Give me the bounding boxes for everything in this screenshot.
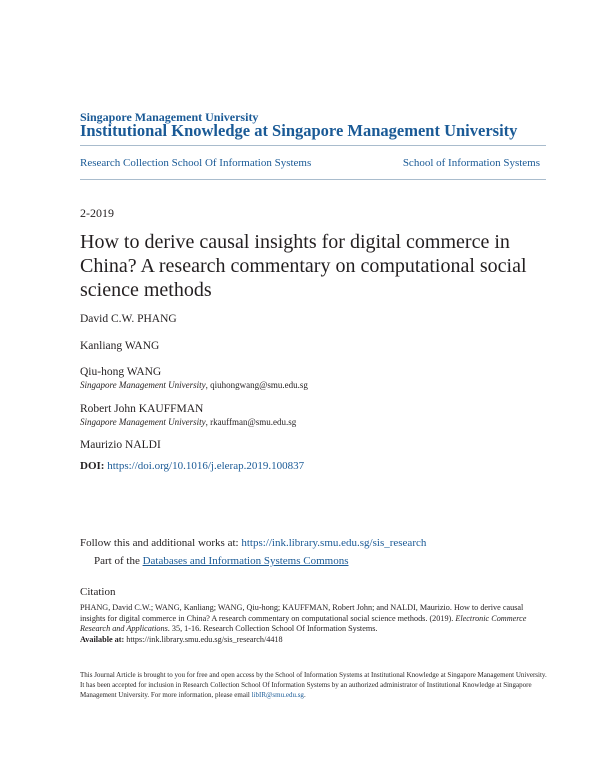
divider-top [80, 145, 546, 146]
follow-line [80, 537, 426, 549]
follow-prefix: Follow this and additional works at: [80, 537, 242, 549]
author-email: , qiuhongwang@smu.edu.sg [205, 380, 308, 390]
divider-bottom [80, 179, 546, 180]
citation-plain: PHANG, David C.W.; WANG, Kanliang; WANG, Qiu-hong; KAUFFMAN, Robert John; and NALDI, Maurizio. How to derive causal insights for digital commerce in China? A research commentary on computational social science methods. (2019). [80, 603, 524, 623]
notice-text: This Journal Article is brought to you for free and open access by the School of Information Systems at Institutional Knowledge at Singapore Management University. It has been accepted for inclusion in Research Collection School Of Information Systems by an authorized administrator of Institutional Knowledge at Singapore Management University. For more information, please email [80, 671, 547, 700]
citation-heading: Citation [80, 586, 116, 598]
follow-link[interactable]: https://ink.library.smu.edu.sg/sis_research [241, 537, 427, 549]
citation-text [80, 603, 550, 645]
available-url[interactable]: https://ink.library.smu.edu.sg/sis_research/4418 [124, 634, 283, 644]
citation-after: . 35, 1-16. Research Collection School Of Information Systems. [167, 624, 378, 634]
affiliation-name: Singapore Management University [80, 417, 206, 427]
author-name: Kanliang WANG [80, 340, 160, 352]
available-label: Available at: [80, 634, 125, 644]
university-name[interactable]: Singapore Management University [80, 110, 259, 124]
doi-line [80, 460, 304, 472]
author-name: David C.W. PHANG [80, 313, 177, 325]
author-name: Maurizio NALDI [80, 439, 161, 451]
article-title: How to derive causal insights for digital commerce in China? A research commentary on computational social science methods [80, 231, 527, 301]
author-affiliation [80, 380, 308, 390]
part-of-line [94, 555, 349, 567]
notice-end: . [303, 691, 306, 700]
author-name: Robert John KAUFFMAN [80, 403, 204, 415]
affiliation-name: Singapore Management University [80, 380, 206, 390]
author-name: Qiu-hong WANG [80, 366, 162, 378]
doi-label: DOI: [80, 460, 105, 472]
author-email: , rkauffman@smu.edu.sg [205, 417, 297, 427]
doi-link[interactable]: https://doi.org/10.1016/j.elerap.2019.100837 [107, 460, 305, 472]
commons-link[interactable]: Databases and Information Systems Commons [142, 555, 349, 567]
access-notice [80, 670, 550, 701]
part-of-prefix: Part of the [94, 555, 143, 567]
author-affiliation [80, 417, 296, 427]
collection-link-right[interactable]: School of Information Systems [402, 157, 540, 169]
collection-link-left[interactable]: Research Collection School Of Information Systems [80, 157, 312, 169]
repository-name[interactable]: Institutional Knowledge at Singapore Management University [80, 121, 518, 140]
citation-journal: Electronic Commerce Research and Applications [80, 613, 527, 634]
publication-date: 2-2019 [80, 206, 114, 220]
contact-email-link[interactable]: libIR@smu.edu.sg [251, 691, 304, 700]
